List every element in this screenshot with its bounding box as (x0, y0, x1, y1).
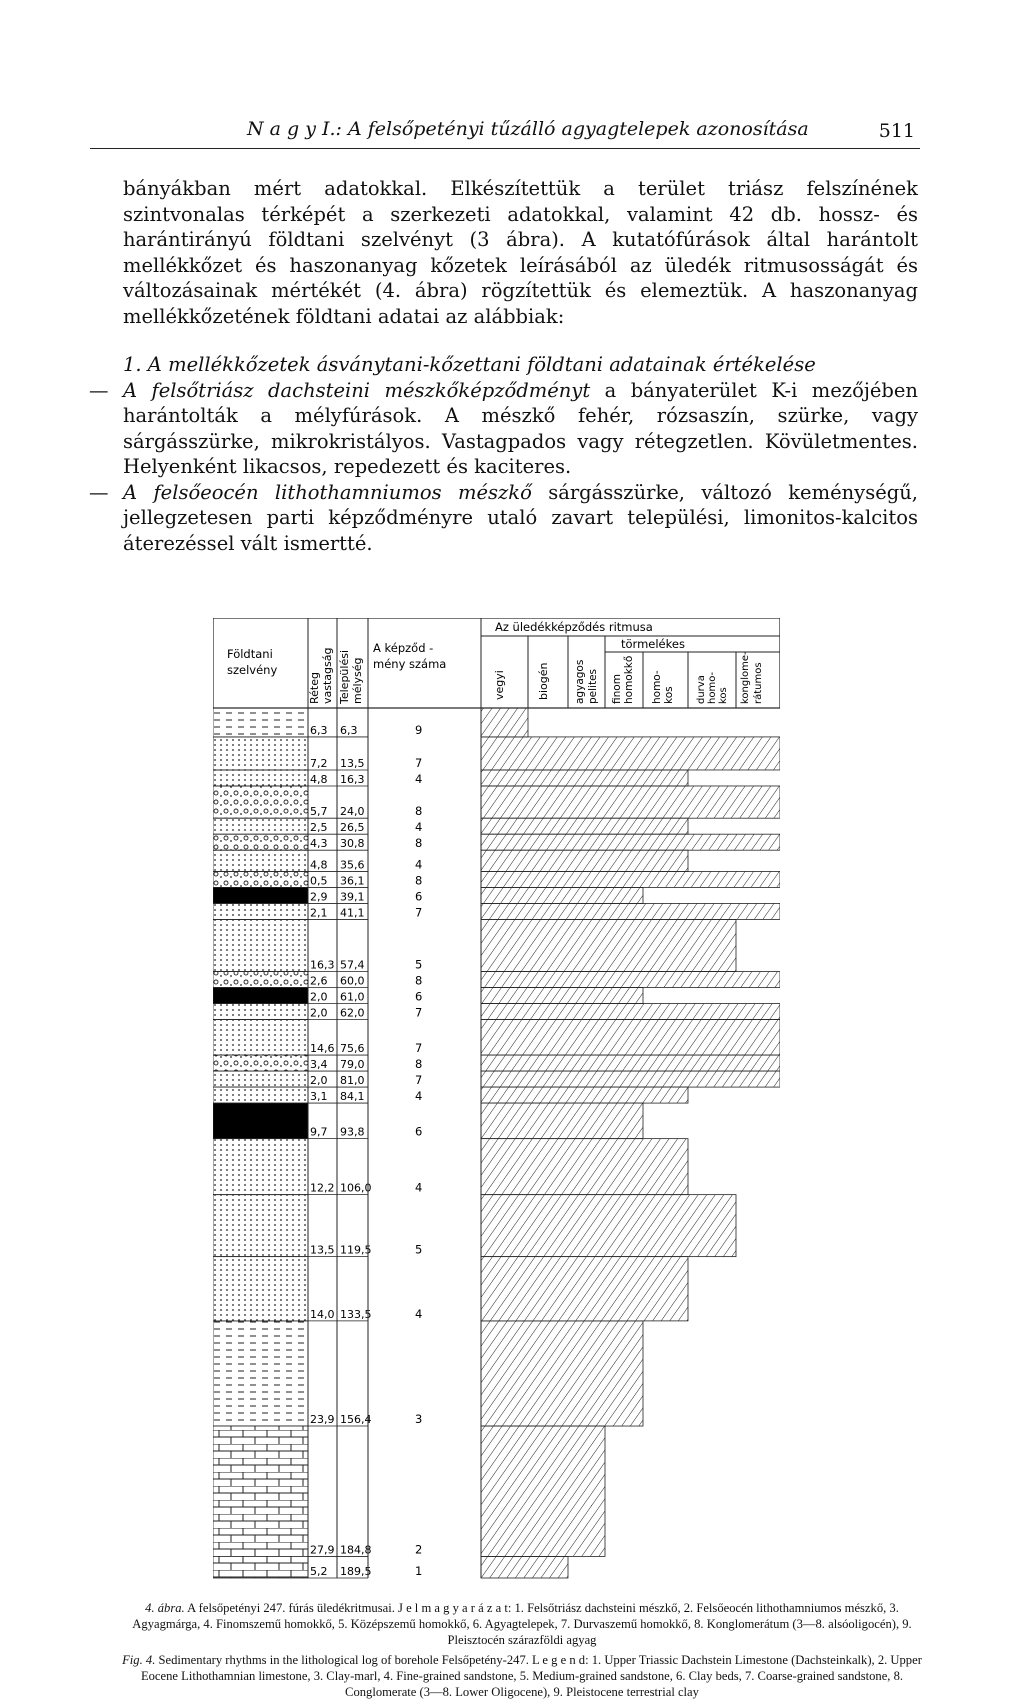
rhythm-bar (481, 1055, 780, 1071)
depth-label: 84,1 (340, 1090, 365, 1104)
header-detritus-title: törmelékes (621, 637, 685, 651)
header-col-vegyi: vegyi (493, 670, 506, 700)
formation-label: 8 (415, 873, 423, 888)
lithology-cell (213, 1071, 308, 1087)
rhythm-bar (481, 1556, 568, 1578)
lithology-cell (213, 972, 308, 988)
rhythm-bar (481, 770, 688, 786)
formation-label: 6 (415, 889, 423, 904)
lithology-cell (213, 1020, 308, 1056)
thickness-label: 2,0 (310, 990, 328, 1004)
formation-label: 3 (415, 1412, 423, 1427)
log-row (213, 1426, 605, 1556)
log-row (213, 850, 688, 871)
figure-caption (118, 1600, 926, 1704)
lithology-cell (213, 919, 308, 971)
page-header (90, 118, 920, 148)
lithology-cell (213, 770, 308, 786)
formation-label: 7 (415, 905, 423, 920)
formation-label: 2 (415, 1542, 423, 1557)
section-block (89, 352, 918, 556)
lithology-cell (213, 887, 308, 903)
lithology-cell (213, 708, 308, 737)
header-col-homokos-1: homo- (651, 670, 663, 704)
lithology-cell (213, 1087, 308, 1103)
rhythm-bar (481, 903, 780, 919)
log-row (213, 1020, 780, 1056)
formation-label: 1 (415, 1564, 423, 1578)
log-row (213, 919, 736, 971)
header-col-durva-1: durva (696, 675, 707, 704)
lithology-cell (213, 850, 308, 871)
header-col-konglo-2: rátumos (753, 662, 764, 704)
header-col-agyagos-2: pelites (587, 668, 599, 704)
caption-en-text: Sedimentary rhythms in the lithological log of borehole Felsőpetény-247. L e g e n d: 1. Upper Triassic Dachstein Limestone (Dachsteinkalk), 2. Upper Eocene Lithothamnian limestone, 3. Clay-marl, 4. Fine-grained sandstone, 5. Medium-grained sandstone, 6. Clay beds, 7. Coarse-grained sandstone, 8. Conglomerate (3—8. Lower Oligocene), 9. Pleistocene terrestrial clay (140, 1653, 922, 1699)
lithology-cell (213, 1004, 308, 1020)
log-row (213, 1071, 780, 1087)
section-item-1 (89, 378, 918, 480)
caption-en-label: Fig. 4. (122, 1653, 156, 1667)
thickness-label: 27,9 (310, 1543, 335, 1557)
header-formation-2: mény száma (373, 657, 447, 671)
depth-label: 16,3 (340, 772, 365, 786)
header-col-finom-2: homokkő (623, 655, 635, 704)
log-rows (213, 708, 780, 1578)
header-rule (90, 148, 920, 149)
thickness-label: 0,5 (310, 874, 328, 888)
rhythm-bar (481, 1004, 780, 1020)
depth-label: 62,0 (340, 1006, 365, 1020)
formation-label: 5 (415, 957, 423, 972)
depth-label: 26,5 (340, 821, 365, 835)
rhythm-bar (481, 972, 780, 988)
depth-label: 189,5 (340, 1565, 372, 1578)
lithology-cell (213, 1195, 308, 1257)
depth-label: 60,0 (340, 974, 365, 988)
thickness-label: 9,7 (310, 1125, 328, 1139)
header-formation-1: A képződ - (373, 641, 434, 655)
depth-label: 57,4 (340, 958, 365, 972)
thickness-label: 13,5 (310, 1243, 335, 1257)
header-rhythm-title: Az üledékképződés ritmusa (495, 620, 653, 634)
log-row (213, 1055, 780, 1071)
header-col-agyagos-1: agyagos (574, 659, 586, 704)
formation-label: 4 (415, 820, 423, 835)
caption-hu (118, 1600, 926, 1648)
formation-label: 4 (415, 857, 423, 872)
formation-label: 8 (415, 836, 423, 851)
depth-label: 106,0 (340, 1181, 372, 1195)
header-thickness-2: vastagság (321, 647, 334, 704)
depth-label: 35,6 (340, 858, 365, 872)
item-text: sárgásszürke, változó keménységű, jellegzetesen parti képződményre utaló zavart települési, limonitos-kalcitos áterezéssel vált ismertté. (123, 480, 918, 555)
depth-label: 36,1 (340, 874, 365, 888)
log-row (213, 770, 688, 786)
rhythm-bar (481, 919, 736, 971)
formation-label: 4 (415, 1089, 423, 1104)
rhythm-bar (481, 1087, 688, 1103)
formation-label: 4 (415, 771, 423, 786)
rhythm-bar (481, 1103, 643, 1139)
figure-rhythm-log (213, 618, 780, 1598)
log-row (213, 1321, 643, 1426)
thickness-label: 2,6 (310, 974, 328, 988)
thickness-label: 3,1 (310, 1090, 328, 1104)
rhythm-bar (481, 818, 688, 834)
depth-label: 61,0 (340, 990, 365, 1004)
formation-label: 7 (415, 1073, 423, 1088)
thickness-label: 6,3 (310, 723, 328, 737)
thickness-label: 2,1 (310, 906, 328, 920)
depth-label: 30,8 (340, 837, 365, 851)
rhythm-bar (481, 887, 643, 903)
intro-text: bányákban mért adatokkal. Elkészítettük a terület triász felszínének szintvonalas térképét a szerkezeti adatokkal, valamint 42 db. hossz- és harántirányú földtani szelvényt (3 ábra). A kutatófúrások által harántolt mellékkőzet és haszonanyag kőzetek leírásából az üledék ritmusosságát és változásainak mértékét (4. ábra) rögzítettük és elemeztük. A haszonanyag mellékkőzetének földtani adatai az alábbiak: (123, 177, 918, 328)
header-col-durva-3: kos (718, 687, 729, 704)
lithology-cell (213, 1321, 308, 1426)
thickness-label: 5,2 (310, 1565, 328, 1578)
log-row (213, 972, 780, 988)
lithology-cell (213, 871, 308, 887)
formation-label: 4 (415, 1180, 423, 1195)
running-head: N a g y I.: A felsőpetényi tűzálló agyagtelepek azonosítása (247, 118, 809, 140)
formation-label: 6 (415, 1124, 423, 1139)
log-row (213, 1087, 688, 1103)
log-row (213, 834, 780, 850)
formation-label: 6 (415, 989, 423, 1004)
header-col-konglo-1: konglome- (740, 651, 751, 704)
thickness-label: 2,9 (310, 890, 328, 904)
thickness-label: 2,5 (310, 821, 328, 835)
log-row (213, 988, 643, 1004)
lithology-cell (213, 737, 308, 770)
lithology-cell (213, 1139, 308, 1195)
item-dash: — (89, 378, 109, 402)
rhythm-bar (481, 1257, 688, 1321)
depth-label: 93,8 (340, 1125, 365, 1139)
log-row (213, 1257, 688, 1321)
intro-paragraph (123, 176, 918, 329)
lithology-cell (213, 818, 308, 834)
thickness-label: 4,8 (310, 772, 328, 786)
log-row (213, 903, 780, 919)
header-thickness-1: Réteg (308, 672, 321, 704)
log-row (213, 818, 688, 834)
log-row (213, 887, 643, 903)
thickness-label: 5,7 (310, 805, 328, 819)
formation-label: 5 (415, 1242, 423, 1257)
depth-label: 79,0 (340, 1058, 365, 1072)
rhythm-bar (481, 850, 688, 871)
caption-hu-text: A felsőpetényi 247. fúrás üledékritmusai. J e l m a g y a r á z a t: 1. Felsőtriász dachsteini mészkő, 2. Felsőeocén lithothamniumos mészkő, 3. Agyagmárga, 4. Finomszemű homokkő, 5. Középszemű homokkő, 6. Agyagtelepek, 7. Durvaszemű homokkő, 8. Konglomerátum (3—8. alsóoligocén), 9. Pleisztocén szárazföldi agyag (132, 1601, 912, 1647)
rhythm-bar (481, 1426, 605, 1556)
depth-label: 41,1 (340, 906, 365, 920)
log-row (213, 1195, 736, 1257)
depth-label: 156,4 (340, 1413, 372, 1427)
header-col-durva-2: homo- (707, 671, 718, 704)
formation-label: 7 (415, 755, 423, 770)
item-italic: A felsőeocén lithothamniumos mészkő (123, 480, 532, 504)
rhythm-bar (481, 786, 780, 818)
lithology-cell (213, 786, 308, 818)
depth-label: 133,5 (340, 1307, 372, 1321)
header-depth-1: Települési (338, 649, 351, 704)
thickness-label: 2,0 (310, 1006, 328, 1020)
rhythm-bar (481, 708, 528, 737)
caption-en (118, 1652, 926, 1700)
depth-label: 75,6 (340, 1042, 365, 1056)
log-row (213, 786, 780, 818)
thickness-label: 23,9 (310, 1413, 335, 1427)
lithology-cell (213, 988, 308, 1004)
log-row (213, 1004, 780, 1020)
thickness-label: 3,4 (310, 1058, 328, 1072)
rhythm-bar (481, 1020, 780, 1056)
header-profile-1: Földtani (227, 647, 273, 661)
depth-label: 184,8 (340, 1543, 372, 1557)
lithology-cell (213, 1426, 308, 1556)
depth-label: 119,5 (340, 1243, 372, 1257)
page-number: 511 (878, 120, 915, 142)
depth-label: 24,0 (340, 805, 365, 819)
rhythm-bar (481, 737, 780, 770)
thickness-label: 2,0 (310, 1074, 328, 1088)
lithology-cell (213, 1257, 308, 1321)
depth-label: 13,5 (340, 756, 365, 770)
formation-label: 8 (415, 1057, 423, 1072)
depth-label: 39,1 (340, 890, 365, 904)
depth-label: 81,0 (340, 1074, 365, 1088)
log-row (213, 871, 780, 887)
rhythm-bar (481, 1139, 688, 1195)
formation-label: 4 (415, 1306, 423, 1321)
header-depth-2: mélység (351, 657, 364, 704)
thickness-label: 14,6 (310, 1042, 335, 1056)
item-text: a bányaterület K-i mezőjében harántolták a mélyfúrások. A mészkő fehér, rózsaszín, szürke, vagy sárgásszürke, mikrokristályos. Vastagpados vagy rétegzetlen. Kövületmentes. Helyenként likacsos, repedezett és kaciteres. (123, 378, 918, 478)
lithology-cell (213, 834, 308, 850)
header-col-homokos-2: kos (663, 686, 675, 704)
rhythm-bar (481, 988, 643, 1004)
formation-label: 7 (415, 1041, 423, 1056)
rhythm-bar (481, 1071, 780, 1087)
caption-hu-label: 4. ábra. (145, 1601, 185, 1615)
thickness-label: 4,8 (310, 858, 328, 872)
rhythm-bar (481, 871, 780, 887)
rhythm-log-diagram (213, 618, 780, 1598)
thickness-label: 12,2 (310, 1181, 335, 1195)
item-dash: — (89, 480, 109, 504)
thickness-label: 7,2 (310, 756, 328, 770)
rhythm-bar (481, 834, 780, 850)
formation-label: 8 (415, 804, 423, 819)
thickness-label: 14,0 (310, 1307, 335, 1321)
rhythm-bar (481, 1321, 643, 1426)
rhythm-bar (481, 1195, 736, 1257)
formation-label: 8 (415, 973, 423, 988)
log-row (213, 737, 780, 770)
section-item-2 (89, 480, 918, 557)
lithology-cell (213, 1055, 308, 1071)
formation-label: 9 (415, 722, 423, 737)
lithology-cell (213, 1103, 308, 1139)
log-row (213, 1103, 643, 1139)
thickness-label: 4,3 (310, 837, 328, 851)
item-italic: A felsőtriász dachsteini mészkőképződményt (123, 378, 591, 402)
header-col-biogen: biogén (537, 662, 550, 700)
log-row (213, 1139, 688, 1195)
depth-label: 6,3 (340, 723, 358, 737)
thickness-label: 16,3 (310, 958, 335, 972)
lithology-cell (213, 1556, 308, 1578)
section-title: 1. A mellékkőzetek ásványtani-kőzettani földtani adatainak értékelése (123, 353, 816, 376)
formation-label: 7 (415, 1005, 423, 1020)
log-row (213, 1556, 568, 1578)
header-col-finom-1: finom (611, 674, 623, 704)
header-profile-2: szelvény (227, 663, 278, 677)
lithology-cell (213, 903, 308, 919)
